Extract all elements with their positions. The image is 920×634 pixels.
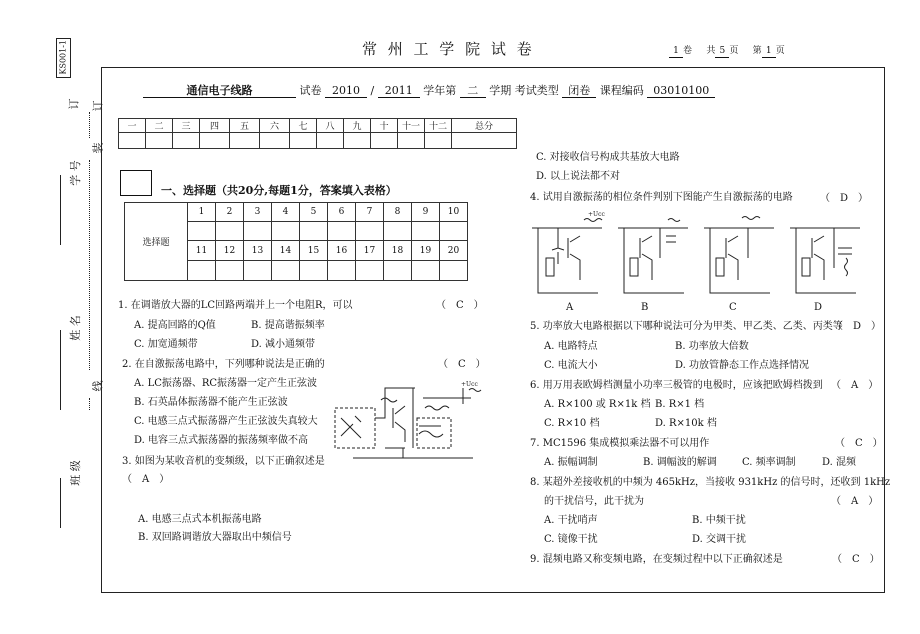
q4-answer: （ D ） [820,193,869,204]
question-number: 11 [188,241,216,261]
score-header: 十 [371,119,398,133]
score-header: 七 [290,119,317,133]
answer-cell[interactable] [440,222,468,241]
volume-suffix: 卷 [683,46,693,56]
q1-option-d: D. 减小通频带 [251,339,316,350]
q2-option-b: B. 石英晶体振荡器不能产生正弦波 [134,397,288,408]
q6-option-b: B. R×1 档 [655,399,705,410]
name-line [60,330,61,410]
score-table [118,118,517,149]
year-end: 2011 [378,84,420,98]
q4-circuit-figures [528,208,868,300]
question-number: 1 [188,203,216,222]
q4-fig-label-b: B [641,302,649,313]
form-code: KS001-1 [58,39,68,75]
question-number: 10 [440,203,468,222]
score-cell[interactable] [344,133,371,149]
answer-cell[interactable] [440,261,468,281]
question-number: 9 [412,203,440,222]
question-number: 3 [244,203,272,222]
question-number: 4 [272,203,300,222]
name-label: 姓 名 [68,315,82,341]
q6-option-d: D. R×10k 档 [655,418,717,429]
q5-option-d: D. 功放管静态工作点选择情况 [675,360,810,371]
score-header: 六 [260,119,290,133]
score-header-total: 总分 [452,119,517,133]
score-cell[interactable] [452,133,517,149]
score-header: 五 [230,119,260,133]
question-number: 15 [300,241,328,261]
question-number: 19 [412,241,440,261]
q2-option-d: D. 电容三点式振荡器的振荡频率做不高 [134,435,309,446]
q7-option-d: D. 混频 [822,457,857,468]
page-prefix: 第 [752,46,762,56]
q3-answer: （ A ） [122,474,170,485]
q2-text: 2. 在自激振荡电路中，下列哪种说法是正确的 [122,359,325,370]
score-header: 八 [317,119,344,133]
score-header: 十一 [398,119,425,133]
score-cell[interactable] [290,133,317,149]
exam-type: 闭卷 [562,84,596,98]
form-code-box [56,38,71,78]
answer-cell[interactable] [188,222,216,241]
binding-dotline-3 [89,398,90,410]
question-number: 16 [328,241,356,261]
score-header: 九 [344,119,371,133]
binding-dotline-2 [89,160,90,370]
score-header: 一 [119,119,146,133]
q3-vcc-label: +Ucc [461,381,478,388]
q3-text: 3. 如图为某收音机的变频级，以下正确叙述是 [122,456,325,467]
score-header-row [119,119,517,133]
q9-text: 9. 混频电路又称变频电路，在变频过程中以下正确叙述是 [530,554,783,565]
question-number: 5 [300,203,328,222]
score-header: 三 [173,119,200,133]
paper-label: 试卷 [299,84,322,97]
q7-option-c: C. 频率调制 [742,457,796,468]
q8-option-d: D. 交调干扰 [692,534,747,545]
q3-option-d: D. 以上说法都不对 [536,171,621,182]
q3-option-b: B. 双回路调谐放大器取出中频信号 [138,532,292,543]
answer-cell[interactable] [216,261,244,281]
q5-text: 5. 功率放大电路根据以下哪种说法可分为甲类、甲乙类、乙类、丙类等 [530,321,843,332]
q2-option-a: A. LC振荡器、RC振荡器一定产生正弦波 [134,378,318,389]
course-code: 03010100 [647,84,715,98]
score-cell[interactable] [398,133,425,149]
answer-cell[interactable] [356,261,384,281]
q5-option-b: B. 功率放大倍数 [675,341,749,352]
question-number: 8 [384,203,412,222]
q4-text: 4. 试用自激振荡的相位条件判别下图能产生自激振荡的电路 [530,192,793,203]
pages-prefix: 共 [706,46,716,56]
question-number: 17 [356,241,384,261]
score-cell[interactable] [317,133,344,149]
q4-fig-label-d: D [814,302,823,313]
year-label: 学年第 [423,84,457,97]
q1-option-c: C. 加宽通频带 [134,339,198,350]
answer-cell[interactable] [384,261,412,281]
semester-label: 学期 考试类型 [489,84,559,97]
q8-option-a: A. 干扰哨声 [544,515,598,526]
class-label: 班 级 [68,460,82,486]
score-value-row [119,133,517,149]
q3-circuit-diagram [333,378,483,470]
q6-text: 6. 用万用表欧姆档测量小功率三极管的电极时，应该把欧姆档拨到 [530,380,823,391]
pages-suffix: 页 [729,46,739,56]
page-suffix: 页 [775,46,785,56]
answer-cell[interactable] [328,222,356,241]
student-id-line [60,175,61,245]
q2-answer: （ C ） [438,359,486,370]
student-id-label: 学 号 [68,160,82,186]
q4-fig-label-c: C [729,302,737,313]
binding-char-xian: 线 [91,380,105,392]
score-cell[interactable] [425,133,452,149]
q7-option-a: A. 振幅调制 [544,457,598,468]
score-cell[interactable] [119,133,146,149]
page-counter [669,45,785,58]
answer-cell[interactable] [356,222,384,241]
answer-cell[interactable] [244,222,272,241]
question-number: 7 [356,203,384,222]
score-header: 四 [200,119,230,133]
question-number: 6 [328,203,356,222]
answer-cell[interactable] [272,222,300,241]
class-line [60,478,61,528]
q6-answer: （ A ） [831,380,879,391]
q8-option-b: B. 中频干扰 [692,515,746,526]
score-header: 二 [146,119,173,133]
q3-option-c: C. 对接收信号构成共基放大电路 [536,152,680,163]
section1-title: 一、选择题（共20分,每题1分，答案填入表格） [161,184,397,197]
q7-option-b: B. 调幅波的解调 [643,457,717,468]
score-cell[interactable] [200,133,230,149]
section-score-box[interactable] [120,170,152,196]
answer-cell[interactable] [244,261,272,281]
q7-answer: （ C ） [835,438,883,449]
q8-text-line1: 8. 某超外差接收机的中频为 465kHz，当接收 931kHz 的信号时，还收到 1kHz [530,477,891,488]
exam-info [143,84,715,98]
answer-row-label: 选择题 [125,203,188,281]
binding-char-ding: 订 [67,98,81,110]
q5-answer: （ D ） [833,321,882,332]
q6-option-a: A. R×100 或 R×1k 档 [544,399,651,410]
answer-cell[interactable] [384,222,412,241]
q6-option-c: C. R×10 档 [544,418,600,429]
q1-option-a: A. 提高回路的Q值 [134,320,216,331]
q5-option-a: A. 电路特点 [544,341,598,352]
q4-fig-label-a: A [566,302,574,313]
answer-cell[interactable] [328,261,356,281]
q4-vcc-label: +Ucc [588,211,605,218]
question-number: 20 [440,241,468,261]
q8-text-line2: 的干扰信号，此干扰为 [544,496,644,507]
year-slash: / [370,84,375,97]
q1-text: 1. 在调谐放大器的LC回路两端并上一个电阻R，可以 [118,300,353,311]
q1-option-b: B. 提高谐振频率 [251,320,325,331]
question-number: 18 [384,241,412,261]
year-start: 2010 [325,84,367,98]
score-cell[interactable] [230,133,260,149]
q8-option-c: C. 镜像干扰 [544,534,598,545]
q9-answer: （ C ） [832,554,880,565]
score-cell[interactable] [260,133,290,149]
page-title: 常 州 工 学 院 试 卷 [362,40,535,58]
score-header: 十二 [425,119,452,133]
question-number: 14 [272,241,300,261]
binding-char-zhuang: 装 [91,142,105,154]
score-cell[interactable] [371,133,398,149]
answer-table [124,202,468,281]
answer-cell[interactable] [300,261,328,281]
course-code-label: 课程编码 [599,84,644,97]
question-number: 12 [216,241,244,261]
answer-cell[interactable] [272,261,300,281]
answer-cell[interactable] [188,261,216,281]
semester: 二 [460,84,486,98]
question-number: 13 [244,241,272,261]
score-cell[interactable] [173,133,200,149]
pages-total: 5 [715,45,729,58]
q1-answer: （ C ） [436,300,484,311]
q5-option-c: C. 电流大小 [544,360,598,371]
course-name: 通信电子线路 [143,84,296,98]
binding-dotline-1 [89,112,90,138]
binding-char-ding-2: 订 [91,100,105,112]
q2-option-c: C. 电感三点式振荡器产生正弦波失真较大 [134,416,318,427]
score-cell[interactable] [146,133,173,149]
answer-cell[interactable] [216,222,244,241]
answer-cell[interactable] [412,261,440,281]
q3-option-a: A. 电感三点式本机振荡电路 [138,514,262,525]
page-number: 1 [762,45,776,58]
volume-number: 1 [669,45,683,58]
answer-cell[interactable] [300,222,328,241]
q7-text: 7. MC1596 集成模拟乘法器不可以用作 [530,438,710,449]
question-number: 2 [216,203,244,222]
q8-answer: （ A ） [831,496,879,507]
answer-cell[interactable] [412,222,440,241]
